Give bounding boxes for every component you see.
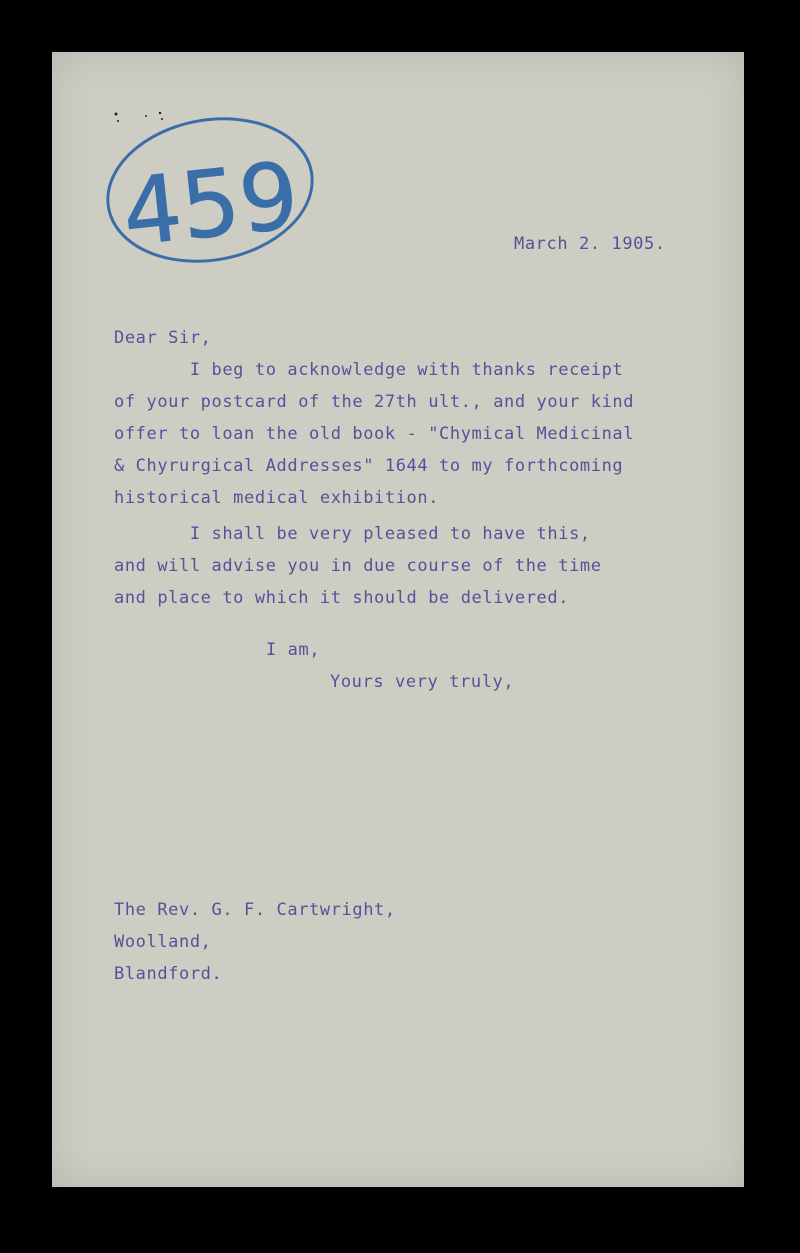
letter-page (52, 52, 744, 1187)
closing-signoff: Yours very truly, (330, 672, 515, 692)
reference-number-circled (100, 108, 320, 268)
body-line: of your postcard of the 27th ult., and your kind (114, 392, 635, 412)
body-line: I shall be very pleased to have this, (114, 524, 591, 544)
body-line: offer to loan the old book - "Chymical Medicinal (114, 424, 635, 444)
closing-line: I am, (266, 640, 321, 660)
letter-date: March 2. 1905. (514, 234, 666, 254)
body-line: I beg to acknowledge with thanks receipt (114, 360, 624, 380)
body-line: and will advise you in due course of the time (114, 556, 602, 576)
reference-number: 459 (117, 142, 304, 267)
body-line: historical medical exhibition. (114, 488, 440, 508)
address-line: The Rev. G. F. Cartwright, (114, 900, 396, 920)
address-line: Woolland, (114, 932, 212, 952)
address-line: Blandford. (114, 964, 223, 984)
body-line: & Chyrurgical Addresses" 1644 to my forthcoming (114, 456, 624, 476)
salutation: Dear Sir, (114, 328, 212, 348)
body-line: and place to which it should be delivered. (114, 588, 570, 608)
